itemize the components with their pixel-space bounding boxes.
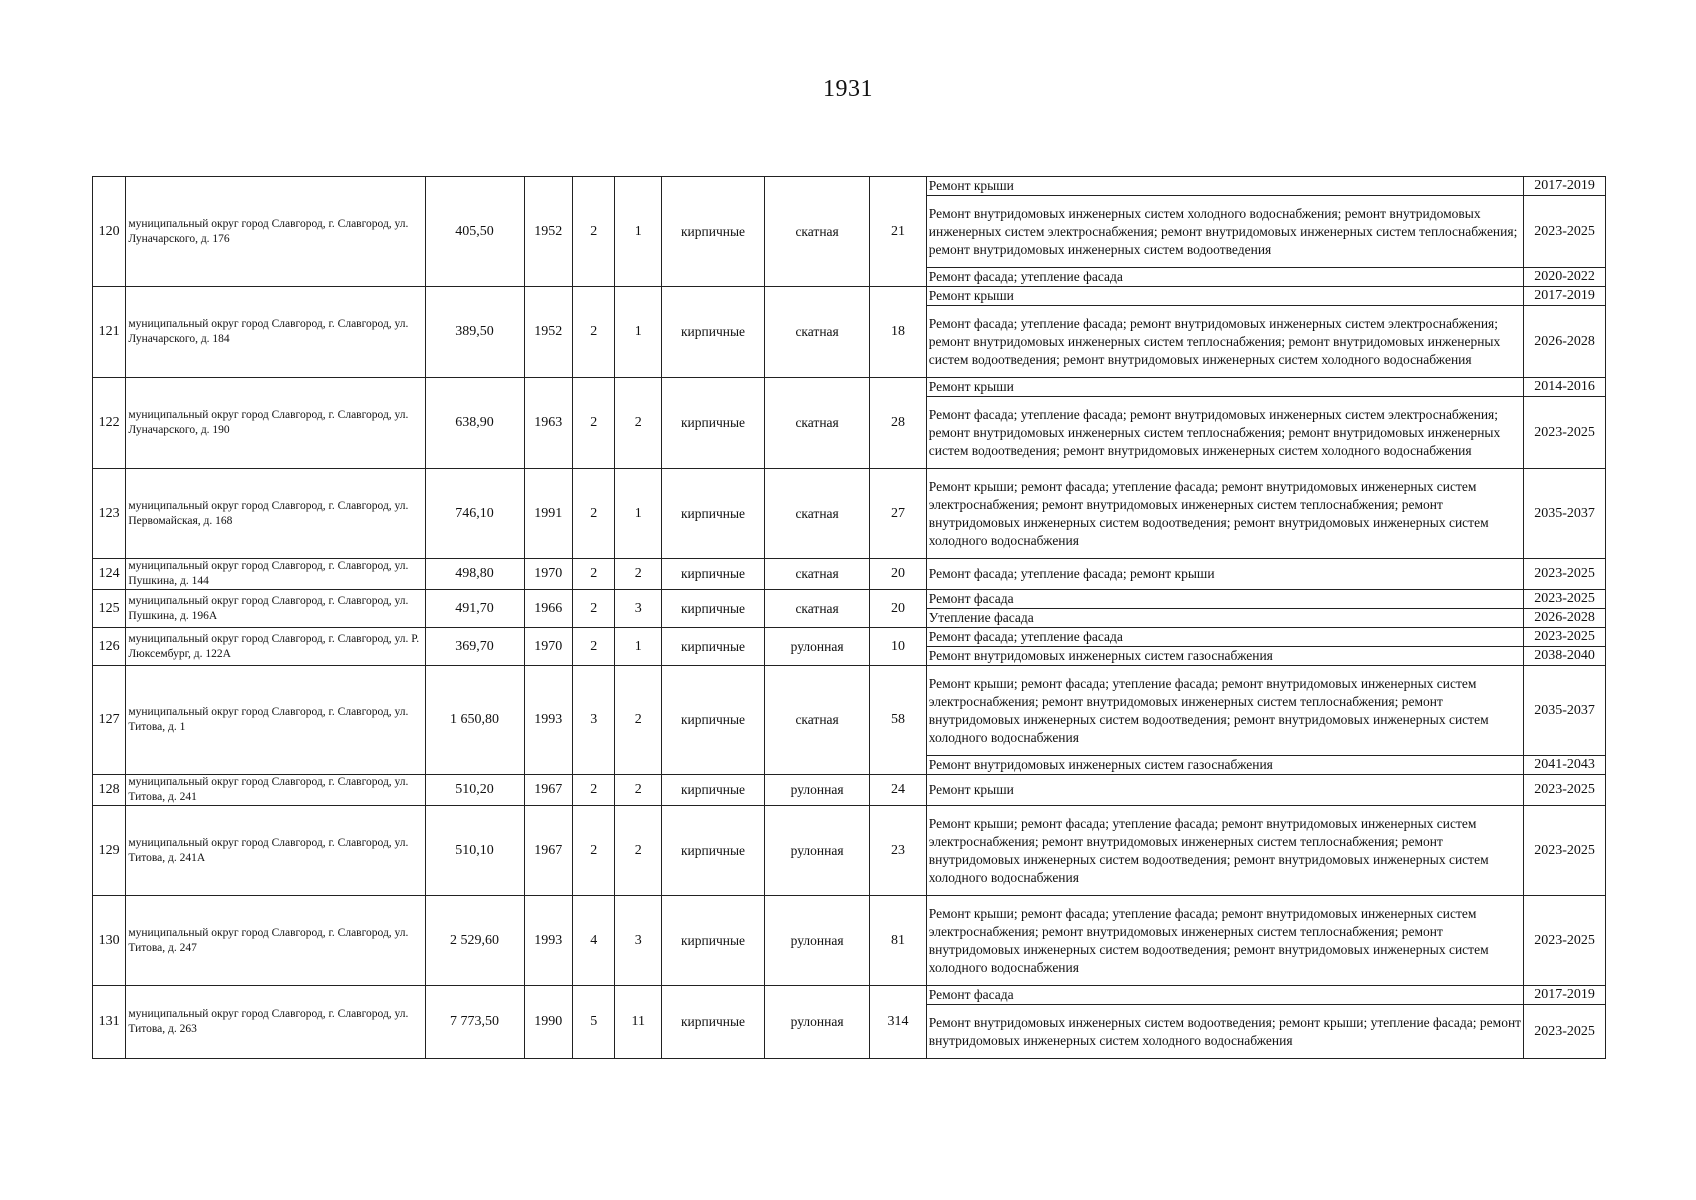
total-area: 510,10 bbox=[425, 806, 524, 896]
build-year: 1967 bbox=[524, 775, 573, 806]
wall-material: кирпичные bbox=[661, 177, 764, 287]
work-period: 2023-2025 bbox=[1524, 397, 1606, 469]
total-area: 1 650,80 bbox=[425, 666, 524, 775]
roof-type: скатная bbox=[765, 559, 870, 590]
row-number: 122 bbox=[93, 378, 126, 469]
residents-count: 20 bbox=[870, 559, 927, 590]
roof-type: скатная bbox=[765, 666, 870, 775]
housing-repair-table bbox=[92, 176, 1606, 1059]
work-description: Утепление фасада bbox=[926, 609, 1523, 628]
residents-count: 81 bbox=[870, 896, 927, 986]
row-number: 126 bbox=[93, 628, 126, 666]
work-description: Ремонт внутридомовых инженерных систем холодного водоснабжения; ремонт внутридомовых инженерных систем электроснабжения; ремонт внутридомовых инженерных систем теплоснабжения; ремонт внутридомовых инженерных систем водоотведения bbox=[926, 196, 1523, 268]
build-year: 1993 bbox=[524, 896, 573, 986]
entrances-count: 2 bbox=[615, 775, 661, 806]
floors-count: 2 bbox=[573, 287, 615, 378]
build-year: 1990 bbox=[524, 986, 573, 1059]
table-row bbox=[93, 896, 1606, 986]
entrances-count: 11 bbox=[615, 986, 661, 1059]
residents-count: 10 bbox=[870, 628, 927, 666]
table-body bbox=[93, 177, 1606, 1059]
row-number: 121 bbox=[93, 287, 126, 378]
wall-material: кирпичные bbox=[661, 775, 764, 806]
work-description: Ремонт крыши bbox=[926, 177, 1523, 196]
row-number: 128 bbox=[93, 775, 126, 806]
entrances-count: 2 bbox=[615, 806, 661, 896]
row-number: 124 bbox=[93, 559, 126, 590]
build-year: 1966 bbox=[524, 590, 573, 628]
work-period: 2023-2025 bbox=[1524, 559, 1606, 590]
entrances-count: 1 bbox=[615, 177, 661, 287]
floors-count: 4 bbox=[573, 896, 615, 986]
work-period: 2017-2019 bbox=[1524, 287, 1606, 306]
house-address: муниципальный округ город Славгород, г. Славгород, ул. Луначарского, д. 176 bbox=[126, 177, 425, 287]
build-year: 1993 bbox=[524, 666, 573, 775]
build-year: 1970 bbox=[524, 559, 573, 590]
floors-count: 2 bbox=[573, 559, 615, 590]
work-description: Ремонт фасада; утепление фасада bbox=[926, 268, 1523, 287]
total-area: 405,50 bbox=[425, 177, 524, 287]
table-row bbox=[93, 177, 1606, 196]
roof-type: скатная bbox=[765, 177, 870, 287]
total-area: 389,50 bbox=[425, 287, 524, 378]
wall-material: кирпичные bbox=[661, 590, 764, 628]
residents-count: 18 bbox=[870, 287, 927, 378]
table-row bbox=[93, 287, 1606, 306]
work-period: 2035-2037 bbox=[1524, 469, 1606, 559]
floors-count: 2 bbox=[573, 628, 615, 666]
work-period: 2023-2025 bbox=[1524, 590, 1606, 609]
entrances-count: 2 bbox=[615, 559, 661, 590]
house-address: муниципальный округ город Славгород, г. Славгород, ул. Р. Люксембург, д. 122А bbox=[126, 628, 425, 666]
entrances-count: 1 bbox=[615, 628, 661, 666]
work-description: Ремонт фасада bbox=[926, 590, 1523, 609]
house-address: муниципальный округ город Славгород, г. Славгород, ул. Титова, д. 241 bbox=[126, 775, 425, 806]
build-year: 1952 bbox=[524, 177, 573, 287]
build-year: 1967 bbox=[524, 806, 573, 896]
build-year: 1970 bbox=[524, 628, 573, 666]
work-description: Ремонт крыши; ремонт фасада; утепление фасада; ремонт внутридомовых инженерных систем электроснабжения; ремонт внутридомовых инженерных систем теплоснабжения; ремонт внутридомовых инженерных систем водоотведения; ремонт внутридомовых инженерных систем холодного водоснабжения bbox=[926, 666, 1523, 756]
work-period: 2035-2037 bbox=[1524, 666, 1606, 756]
work-period: 2023-2025 bbox=[1524, 196, 1606, 268]
house-address: муниципальный округ город Славгород, г. Славгород, ул. Титова, д. 1 bbox=[126, 666, 425, 775]
table-row bbox=[93, 590, 1606, 609]
table-row bbox=[93, 986, 1606, 1005]
total-area: 491,70 bbox=[425, 590, 524, 628]
row-number: 125 bbox=[93, 590, 126, 628]
total-area: 510,20 bbox=[425, 775, 524, 806]
entrances-count: 1 bbox=[615, 469, 661, 559]
house-address: муниципальный округ город Славгород, г. Славгород, ул. Титова, д. 247 bbox=[126, 896, 425, 986]
work-period: 2023-2025 bbox=[1524, 775, 1606, 806]
roof-type: рулонная bbox=[765, 806, 870, 896]
wall-material: кирпичные bbox=[661, 378, 764, 469]
entrances-count: 3 bbox=[615, 896, 661, 986]
table-row bbox=[93, 775, 1606, 806]
row-number: 123 bbox=[93, 469, 126, 559]
residents-count: 24 bbox=[870, 775, 927, 806]
house-address: муниципальный округ город Славгород, г. Славгород, ул. Пушкина, д. 196А bbox=[126, 590, 425, 628]
total-area: 498,80 bbox=[425, 559, 524, 590]
work-period: 2014-2016 bbox=[1524, 378, 1606, 397]
work-description: Ремонт внутридомовых инженерных систем газоснабжения bbox=[926, 647, 1523, 666]
work-description: Ремонт фасада; утепление фасада; ремонт крыши bbox=[926, 559, 1523, 590]
work-period: 2041-2043 bbox=[1524, 756, 1606, 775]
row-number: 127 bbox=[93, 666, 126, 775]
build-year: 1952 bbox=[524, 287, 573, 378]
floors-count: 2 bbox=[573, 806, 615, 896]
work-period: 2020-2022 bbox=[1524, 268, 1606, 287]
residents-count: 20 bbox=[870, 590, 927, 628]
total-area: 7 773,50 bbox=[425, 986, 524, 1059]
work-period: 2023-2025 bbox=[1524, 806, 1606, 896]
roof-type: скатная bbox=[765, 287, 870, 378]
work-description: Ремонт внутридомовых инженерных систем водоотведения; ремонт крыши; утепление фасада; ремонт внутридомовых инженерных систем холодного водоснабжения bbox=[926, 1005, 1523, 1059]
entrances-count: 3 bbox=[615, 590, 661, 628]
table-row bbox=[93, 469, 1606, 559]
table-row bbox=[93, 806, 1606, 896]
house-address: муниципальный округ город Славгород, г. Славгород, ул. Пушкина, д. 144 bbox=[126, 559, 425, 590]
work-period: 2023-2025 bbox=[1524, 628, 1606, 647]
work-description: Ремонт крыши bbox=[926, 775, 1523, 806]
work-period: 2026-2028 bbox=[1524, 306, 1606, 378]
roof-type: скатная bbox=[765, 378, 870, 469]
floors-count: 2 bbox=[573, 775, 615, 806]
wall-material: кирпичные bbox=[661, 666, 764, 775]
total-area: 2 529,60 bbox=[425, 896, 524, 986]
table-row bbox=[93, 628, 1606, 647]
wall-material: кирпичные bbox=[661, 896, 764, 986]
entrances-count: 2 bbox=[615, 666, 661, 775]
row-number: 120 bbox=[93, 177, 126, 287]
row-number: 131 bbox=[93, 986, 126, 1059]
roof-type: рулонная bbox=[765, 896, 870, 986]
work-description: Ремонт крыши bbox=[926, 378, 1523, 397]
wall-material: кирпичные bbox=[661, 806, 764, 896]
floors-count: 2 bbox=[573, 590, 615, 628]
house-address: муниципальный округ город Славгород, г. Славгород, ул. Титова, д. 241А bbox=[126, 806, 425, 896]
residents-count: 27 bbox=[870, 469, 927, 559]
work-description: Ремонт крыши; ремонт фасада; утепление фасада; ремонт внутридомовых инженерных систем электроснабжения; ремонт внутридомовых инженерных систем теплоснабжения; ремонт внутридомовых инженерных систем водоотведения; ремонт внутридомовых инженерных систем холодного водоснабжения bbox=[926, 896, 1523, 986]
row-number: 129 bbox=[93, 806, 126, 896]
work-description: Ремонт крыши; ремонт фасада; утепление фасада; ремонт внутридомовых инженерных систем электроснабжения; ремонт внутридомовых инженерных систем теплоснабжения; ремонт внутридомовых инженерных систем водоотведения; ремонт внутридомовых инженерных систем холодного водоснабжения bbox=[926, 469, 1523, 559]
work-period: 2017-2019 bbox=[1524, 177, 1606, 196]
work-description: Ремонт фасада bbox=[926, 986, 1523, 1005]
work-period: 2023-2025 bbox=[1524, 896, 1606, 986]
build-year: 1963 bbox=[524, 378, 573, 469]
row-number: 130 bbox=[93, 896, 126, 986]
residents-count: 314 bbox=[870, 986, 927, 1059]
work-period: 2026-2028 bbox=[1524, 609, 1606, 628]
roof-type: рулонная bbox=[765, 628, 870, 666]
work-description: Ремонт фасада; утепление фасада; ремонт внутридомовых инженерных систем электроснабжения; ремонт внутридомовых инженерных систем теплоснабжения; ремонт внутридомовых инженерных систем водоотведения; ремонт внутридомовых инженерных систем холодного водоснабжения bbox=[926, 306, 1523, 378]
floors-count: 5 bbox=[573, 986, 615, 1059]
floors-count: 2 bbox=[573, 177, 615, 287]
page-number: 1931 bbox=[823, 76, 873, 102]
table-row bbox=[93, 378, 1606, 397]
floors-count: 2 bbox=[573, 378, 615, 469]
total-area: 369,70 bbox=[425, 628, 524, 666]
residents-count: 21 bbox=[870, 177, 927, 287]
work-period: 2017-2019 bbox=[1524, 986, 1606, 1005]
roof-type: скатная bbox=[765, 590, 870, 628]
work-period: 2038-2040 bbox=[1524, 647, 1606, 666]
work-description: Ремонт крыши bbox=[926, 287, 1523, 306]
table-row bbox=[93, 666, 1606, 756]
work-description: Ремонт крыши; ремонт фасада; утепление фасада; ремонт внутридомовых инженерных систем электроснабжения; ремонт внутридомовых инженерных систем теплоснабжения; ремонт внутридомовых инженерных систем водоотведения; ремонт внутридомовых инженерных систем холодного водоснабжения bbox=[926, 806, 1523, 896]
house-address: муниципальный округ город Славгород, г. Славгород, ул. Луначарского, д. 184 bbox=[126, 287, 425, 378]
house-address: муниципальный округ город Славгород, г. Славгород, ул. Луначарского, д. 190 bbox=[126, 378, 425, 469]
roof-type: рулонная bbox=[765, 986, 870, 1059]
work-description: Ремонт фасада; утепление фасада; ремонт внутридомовых инженерных систем электроснабжения; ремонт внутридомовых инженерных систем теплоснабжения; ремонт внутридомовых инженерных систем водоотведения; ремонт внутридомовых инженерных систем холодного водоснабжения bbox=[926, 397, 1523, 469]
total-area: 638,90 bbox=[425, 378, 524, 469]
roof-type: скатная bbox=[765, 469, 870, 559]
residents-count: 23 bbox=[870, 806, 927, 896]
residents-count: 58 bbox=[870, 666, 927, 775]
work-description: Ремонт внутридомовых инженерных систем газоснабжения bbox=[926, 756, 1523, 775]
table-row bbox=[93, 559, 1606, 590]
wall-material: кирпичные bbox=[661, 628, 764, 666]
work-period: 2023-2025 bbox=[1524, 1005, 1606, 1059]
wall-material: кирпичные bbox=[661, 986, 764, 1059]
floors-count: 3 bbox=[573, 666, 615, 775]
floors-count: 2 bbox=[573, 469, 615, 559]
house-address: муниципальный округ город Славгород, г. Славгород, ул. Титова, д. 263 bbox=[126, 986, 425, 1059]
wall-material: кирпичные bbox=[661, 559, 764, 590]
entrances-count: 1 bbox=[615, 287, 661, 378]
wall-material: кирпичные bbox=[661, 469, 764, 559]
entrances-count: 2 bbox=[615, 378, 661, 469]
house-address: муниципальный округ город Славгород, г. Славгород, ул. Первомайская, д. 168 bbox=[126, 469, 425, 559]
roof-type: рулонная bbox=[765, 775, 870, 806]
total-area: 746,10 bbox=[425, 469, 524, 559]
work-description: Ремонт фасада; утепление фасада bbox=[926, 628, 1523, 647]
wall-material: кирпичные bbox=[661, 287, 764, 378]
build-year: 1991 bbox=[524, 469, 573, 559]
residents-count: 28 bbox=[870, 378, 927, 469]
